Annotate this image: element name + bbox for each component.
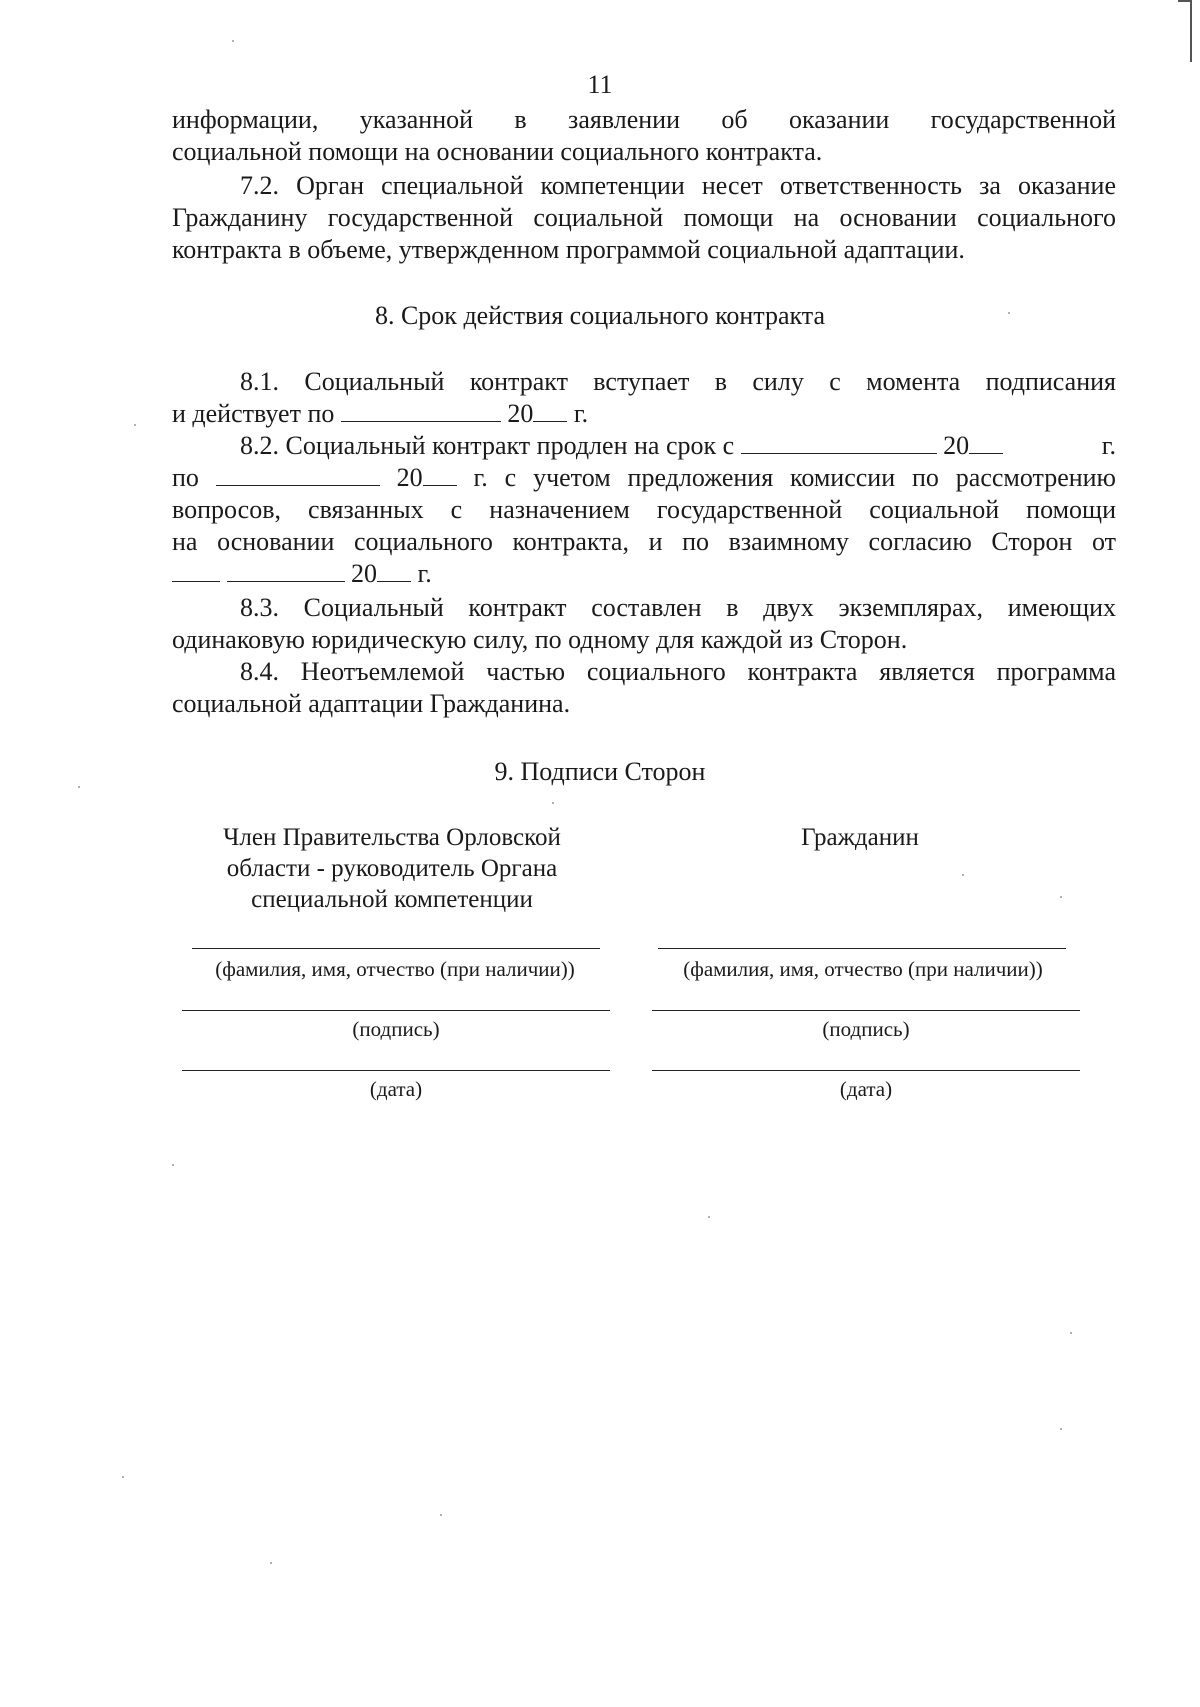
left-date-caption: (дата) — [369, 1077, 423, 1101]
year-prefix: 20 — [351, 559, 377, 588]
section-9-heading: 9. Подписи Сторон — [494, 757, 706, 786]
paragraph-8-3-line1: 8.3. Социальный контракт составлен в двух экземплярах, имеющих — [240, 593, 1116, 622]
right-date-line — [652, 1070, 1080, 1071]
scan-speck — [708, 1216, 710, 1218]
paragraph-8-2-text: 8.2. Социальный контракт продлен на срок с — [240, 431, 735, 460]
paragraph-8-4-line1: 8.4. Неотъемлемой частью социального контракта является программа — [240, 657, 1116, 686]
scan-speck — [552, 802, 554, 804]
left-party-title — [172, 822, 612, 915]
scan-speck — [78, 786, 80, 788]
year-prefix: 20 — [943, 431, 970, 460]
scan-speck — [232, 40, 234, 42]
scan-speck — [134, 424, 136, 426]
paragraph-8-2-line2 — [172, 462, 1116, 494]
right-name-line — [658, 948, 1066, 949]
scan-speck — [270, 1562, 272, 1564]
right-name-caption: (фамилия, имя, отчество (при наличии)) — [683, 957, 1043, 981]
paragraph-8-4-line2: социальной адаптации Гражданина. — [172, 689, 571, 718]
scan-speck — [962, 874, 964, 876]
year-blank-field — [969, 431, 1003, 454]
paragraph-7-2-line1: 7.2. Орган специальной компетенции несет ответственность за оказание — [240, 171, 1116, 200]
date-blank-field — [216, 463, 380, 486]
year-blank-field — [377, 559, 411, 582]
left-name-caption: (фамилия, имя, отчество (при наличии)) — [215, 957, 575, 981]
paragraph-8-2-text-continued: г. с учетом предложения комиссии по рассмотрению — [473, 463, 1116, 492]
month-blank-field — [227, 559, 345, 582]
scan-speck — [440, 1514, 442, 1516]
paragraph-8-3-line2: одинаковую юридическую силу, по одному для каждой из Сторон. — [172, 625, 908, 654]
paragraph-8-2-line4: на основании социального контракта, и по взаимному согласию Сторон от — [172, 527, 1116, 556]
scan-speck — [1060, 896, 1062, 898]
left-party-title-line3: специальной компетенции — [251, 886, 533, 913]
date-blank-field — [741, 431, 937, 454]
year-suffix: г. — [1101, 431, 1116, 460]
right-signature-line — [652, 1010, 1080, 1011]
right-party-title-line1: Гражданин — [801, 824, 919, 851]
paragraph-8-1-line1: 8.1. Социальный контракт вступает в силу с момента подписания — [240, 367, 1116, 396]
scan-border-mark — [1190, 0, 1192, 62]
scan-speck — [172, 1164, 174, 1166]
scan-speck — [1008, 312, 1010, 314]
paragraph-8-2-line5 — [172, 558, 1116, 590]
section-8-heading: 8. Срок действия социального контракта — [374, 301, 826, 330]
left-date-line — [182, 1070, 610, 1071]
left-party-title-line1: Член Правительства Орловской — [223, 824, 561, 851]
right-date-caption: (дата) — [839, 1077, 893, 1101]
year-suffix: г. — [417, 559, 432, 588]
scan-speck — [1070, 1332, 1072, 1334]
paragraph-7-2-line2: Гражданину государственной социальной помощи на основании социального — [172, 203, 1116, 232]
right-party-title — [640, 822, 1080, 853]
paragraph-continuation-line2: социальной помощи на основании социального контракта. — [172, 137, 823, 166]
left-signature-caption: (подпись) — [352, 1017, 440, 1041]
left-name-line — [192, 948, 600, 949]
paragraph-8-1-text: и действует по — [172, 399, 335, 428]
scan-speck — [1060, 1428, 1062, 1430]
paragraph-7-2-line3: контракта в объеме, утвержденном программой социальной адаптации. — [172, 235, 965, 264]
right-signature-caption: (подпись) — [822, 1017, 910, 1041]
date-blank-field — [341, 399, 501, 422]
year-blank-field — [423, 463, 457, 486]
paragraph-8-2-line1 — [172, 430, 1116, 462]
year-prefix: 20 — [396, 463, 423, 492]
paragraph-8-1-line2 — [172, 398, 1116, 430]
paragraph-8-2-line3: вопросов, связанных с назначением государственной социальной помощи — [172, 495, 1116, 524]
scan-speck — [122, 1476, 124, 1478]
paragraph-continuation-line1: информации, указанной в заявлении об оказании государственной — [172, 105, 1116, 134]
day-blank-field — [172, 559, 220, 582]
paragraph-8-2-by: по — [172, 463, 199, 492]
scan-border-mark-top — [1178, 0, 1192, 2]
left-party-title-line2: области - руководитель Органа — [226, 855, 558, 882]
left-signature-line — [182, 1010, 610, 1011]
year-prefix: 20 — [507, 399, 534, 428]
year-suffix: г. — [573, 399, 589, 428]
page-number: 11 — [587, 70, 613, 99]
year-blank-field — [533, 399, 567, 422]
